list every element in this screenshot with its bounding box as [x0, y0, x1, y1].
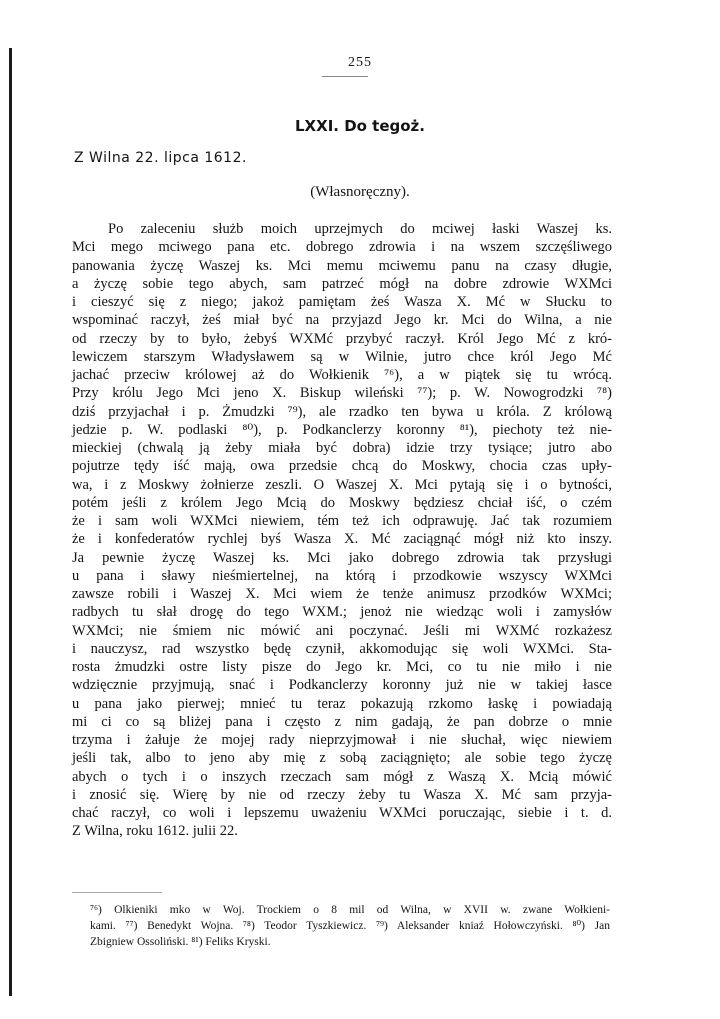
page-number-underline [322, 76, 368, 77]
body-line: jeśli tak, albo to jeno aby mię z sobą zaciągnięto; ale sobie tego życzę [72, 750, 612, 767]
body-line: Z Wilna, roku 1612. julii 22. [72, 823, 238, 840]
body-line: zawsze robili i Waszej X. Mci wiem że tenże animusz przodków WXMci; [72, 586, 612, 602]
body-line: dziś przyjachał i p. Żmudzki ⁷⁹), ale rzadko ten bywa u króla. Z królową [72, 403, 612, 420]
body-line: i znosić się. Wierę by nie od rzeczy żeby tu Wasza X. Mć sam przyja- [72, 786, 612, 803]
body-line: Mci mego mciwego pana etc. dobrego zdrowia i na wszem szczęśliwego [72, 239, 612, 256]
body-line: jedzie p. W. podlaski ⁸⁰), p. Podkanclerzy koronny ⁸¹), piechoty też nie- [72, 421, 612, 438]
body-line: mi ci co są bliżej pana i często z nim gadają, że pan dobrze o mnie [72, 713, 612, 730]
page-number: 255 [348, 55, 372, 70]
body-line: Ja pewnie życzę Waszej ks. Mci jako dobrego zdrowia tak przysługi [72, 549, 612, 566]
footnote-line: ⁷⁶) Olkieniki mko w Woj. Trockiem o 8 mil od Wilna, w XVII w. zwane Wołkieni- [90, 904, 610, 916]
letter-body [72, 220, 612, 841]
body-line: jachać przeciw królowej aż do Wołkienik ⁷⁶), a w piątek się tu wrócą. [72, 367, 612, 383]
body-line: rosta żmudzki ostre listy pisze do Jego kr. Mci, co tu nie miło i nie [72, 659, 612, 675]
letter-title: LXXI. Do tegoż. [295, 117, 425, 135]
body-line: i cieszyć się z niego; jakoż pamiętam żeś Wasza X. Mć w Słucku to [72, 294, 612, 310]
body-line: mieckiej (chwalą ją żeby miała być dobra) idzie trzy tysiące; jutro abo [72, 440, 612, 456]
body-line: u pana i sławy nieśmiertelnej, na którą i przodkowie wszyscy WXMci [72, 567, 612, 584]
footnote-line: Zbigniew Ossoliński. ⁸¹) Feliks Kryski. [90, 936, 271, 948]
footnote-line: kami. ⁷⁷) Benedykt Wojna. ⁷⁸) Teodor Tyszkiewicz. ⁷⁹) Aleksander kniaź Hołowczyński. ⁸⁰) Jan [90, 920, 610, 932]
body-line: chać raczył, co woli i lepszemu uważeniu WXMci poruczając, siebie i t. d. [72, 805, 612, 821]
body-line: panowania życzę Waszej ks. Mci memu mciwemu panu na czasy długie, [72, 257, 612, 274]
body-line: pojutrze tędy iść mają, owa przedsie chcą do Moskwy, chocia czas upły- [72, 458, 612, 475]
body-line: radbych tu słał drogę do tego WXM.; jenoż nie wiedząc woli i zamysłów [72, 604, 612, 621]
body-line: u pana jako pierwej; mnieć tu teraz pokazują rzkomo łaskę i powiadają [72, 695, 612, 712]
letter-dateline: Z Wilna 22. lipca 1612. [74, 150, 247, 166]
body-line: abych o tych i o inszych rzeczach sam mógł z Waszą X. Mcią mówić [72, 768, 612, 785]
body-line: Przy królu Jego Mci jeno X. Biskup wileński ⁷⁷); p. W. Nowogrodzki ⁷⁸) [72, 385, 612, 402]
body-line: a życzę sobie tego abych, sam patrzeć mógł na dobre zdrowie WXMci [72, 275, 612, 292]
footnote-divider [72, 892, 162, 893]
body-line: że i sam woli WXMci niewiem, tém też ich odprawuję. Jać tak rozumiem [72, 513, 612, 529]
body-line: wspominać raczył, żeś miał być na przyjazd Jego kr. Mci do Wilna, a nie [72, 312, 612, 329]
body-line: od rzeczy by to było, żebyś WXMć przybyć raczył. Król Jego Mć z kró- [72, 330, 612, 347]
body-line: WXMci; nie śmiem nic mówić ani poczynać. Jeśli mi WXMć rozkażesz [72, 622, 612, 639]
body-line: Po zaleceniu służb moich uprzejmych do mciwej łaski Waszej ks. [108, 221, 612, 237]
body-line: lewiczem starszym Władysławem są w Wilnie, jutro chce król Jego Mć [72, 348, 612, 365]
body-line: potém jeśli z królem Jego Mcią do Moskwy będziesz chciał iść, o czém [72, 494, 612, 511]
body-line: wa, i z Moskwy żołnierze zeszli. O Waszej X. Mci pytają się i o bytności, [72, 476, 612, 493]
autograph-note: (Własnoręczny). [310, 184, 410, 200]
body-line: wdzięcznie przyjmują, snać i Podkanclerzy koronny już nie w takiej łasce [72, 677, 612, 694]
footnotes [90, 902, 610, 950]
body-line: i nauczysz, rad wszystko będę czynił, akkomodując się woli WXMci. Sta- [72, 640, 612, 657]
body-line: że i konfederatów rychlej byś Wasza X. Mć zaciągnąć mógł niż kto inszy. [72, 531, 612, 548]
body-line: trzyma i żałuje że mojej rady nieprzyjmował i nie słuchał, więc niewiem [72, 732, 612, 748]
